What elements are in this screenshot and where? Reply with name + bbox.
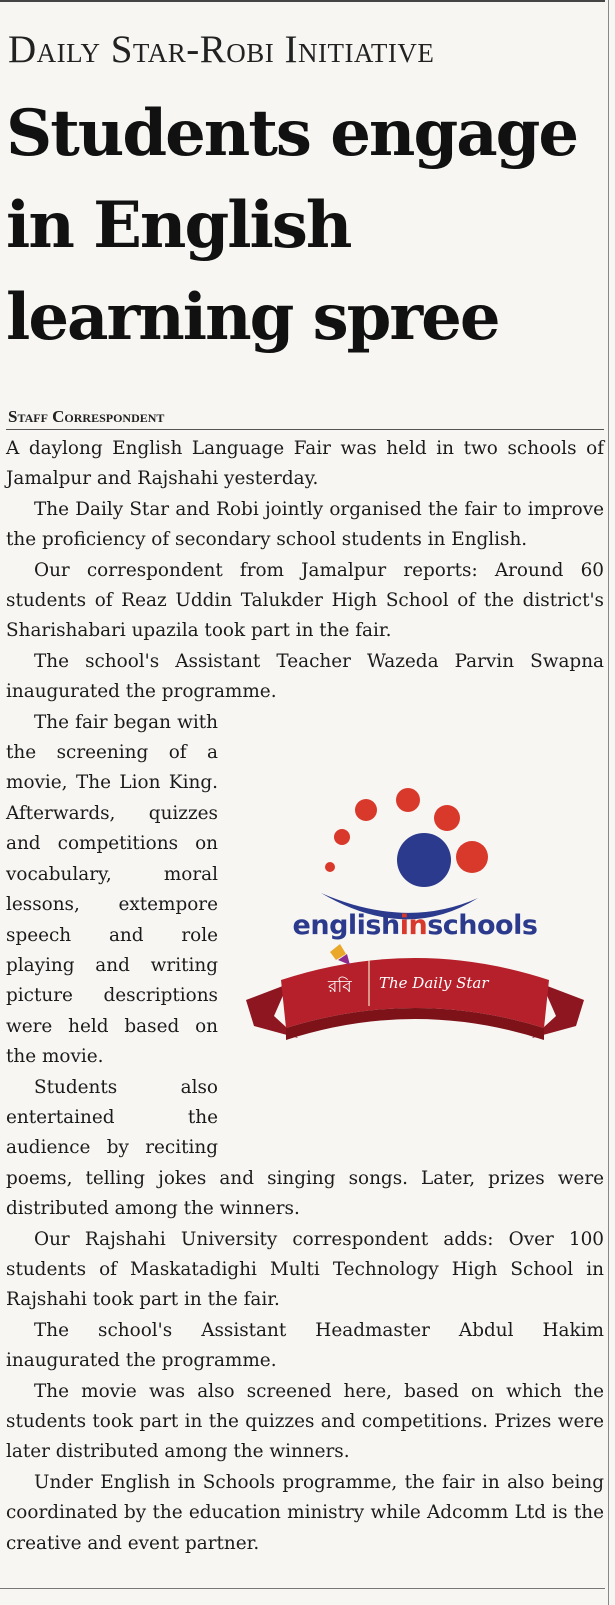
kicker: Daily Star-Robi Initiative bbox=[8, 28, 435, 71]
paragraph: Our correspondent from Jamalpur reports: Around 60 students of Reaz Uddin Talukder High School of the district's Sharishabari upazila took part in the fair. bbox=[6, 559, 604, 642]
paragraph: The school's Assistant Headmaster Abdul Hakim inaugurated the programme. bbox=[6, 1319, 604, 1372]
logo-dot bbox=[355, 799, 377, 821]
byline: Staff Correspondent bbox=[8, 407, 165, 426]
logo-dot bbox=[396, 788, 420, 812]
paragraph: A daylong English Language Fair was held in two schools of Jamalpur and Rajshahi yesterday. bbox=[6, 438, 604, 490]
logo-wordmark bbox=[226, 911, 604, 941]
ribbon-robi-label: রবি bbox=[328, 976, 352, 997]
paragraph: The fair began with the screening of a movie, The Lion King. Afterwards, quizzes and competitions on vocabulary, moral lessons, extempore speech and role playing and writing picture descriptions were held based on the movie. bbox=[6, 711, 218, 1068]
logo-navy-dot bbox=[397, 833, 451, 887]
wordmark-english: english bbox=[292, 909, 400, 941]
logo-dot bbox=[325, 862, 335, 872]
paragraph: The school's Assistant Teacher Wazeda Parvin Swapna inaugurated the programme. bbox=[6, 650, 604, 703]
wordmark-schools: schools bbox=[427, 909, 538, 941]
wordmark-in: in bbox=[399, 909, 428, 941]
logo-dot bbox=[434, 805, 460, 831]
paragraph: Under English in Schools programme, the fair in also being coordinated by the education ministry while Adcomm Ltd is the creative and event partner. bbox=[6, 1471, 604, 1554]
paragraph: Students also entertained the audience by reciting poems, telling jokes and singing songs. Later, prizes were distributed among the winners. bbox=[6, 1076, 604, 1220]
bottom-rule bbox=[0, 1588, 605, 1589]
logo-dot bbox=[334, 829, 350, 845]
paragraph: Our Rajshahi University correspondent adds: Over 100 students of Maskatadighi Multi Technology High School in Rajshahi took part in the fair. bbox=[6, 1228, 604, 1311]
paragraph: The Daily Star and Robi jointly organised the fair to improve the proficiency of secondary school students in English. bbox=[6, 498, 604, 551]
ribbon-daily-star-label: The Daily Star bbox=[379, 973, 489, 992]
article-body bbox=[6, 434, 604, 1559]
logo-dot bbox=[456, 841, 488, 873]
byline-rule bbox=[6, 429, 604, 430]
right-rule bbox=[608, 0, 609, 1605]
headline: Students engage in English learning spree bbox=[6, 96, 578, 355]
english-in-schools-logo bbox=[226, 708, 604, 1158]
paragraph: The movie was also screened here, based on which the students took part in the quizzes and competitions. Prizes were later distributed among the winners. bbox=[6, 1380, 604, 1463]
top-rule bbox=[0, 0, 605, 2]
